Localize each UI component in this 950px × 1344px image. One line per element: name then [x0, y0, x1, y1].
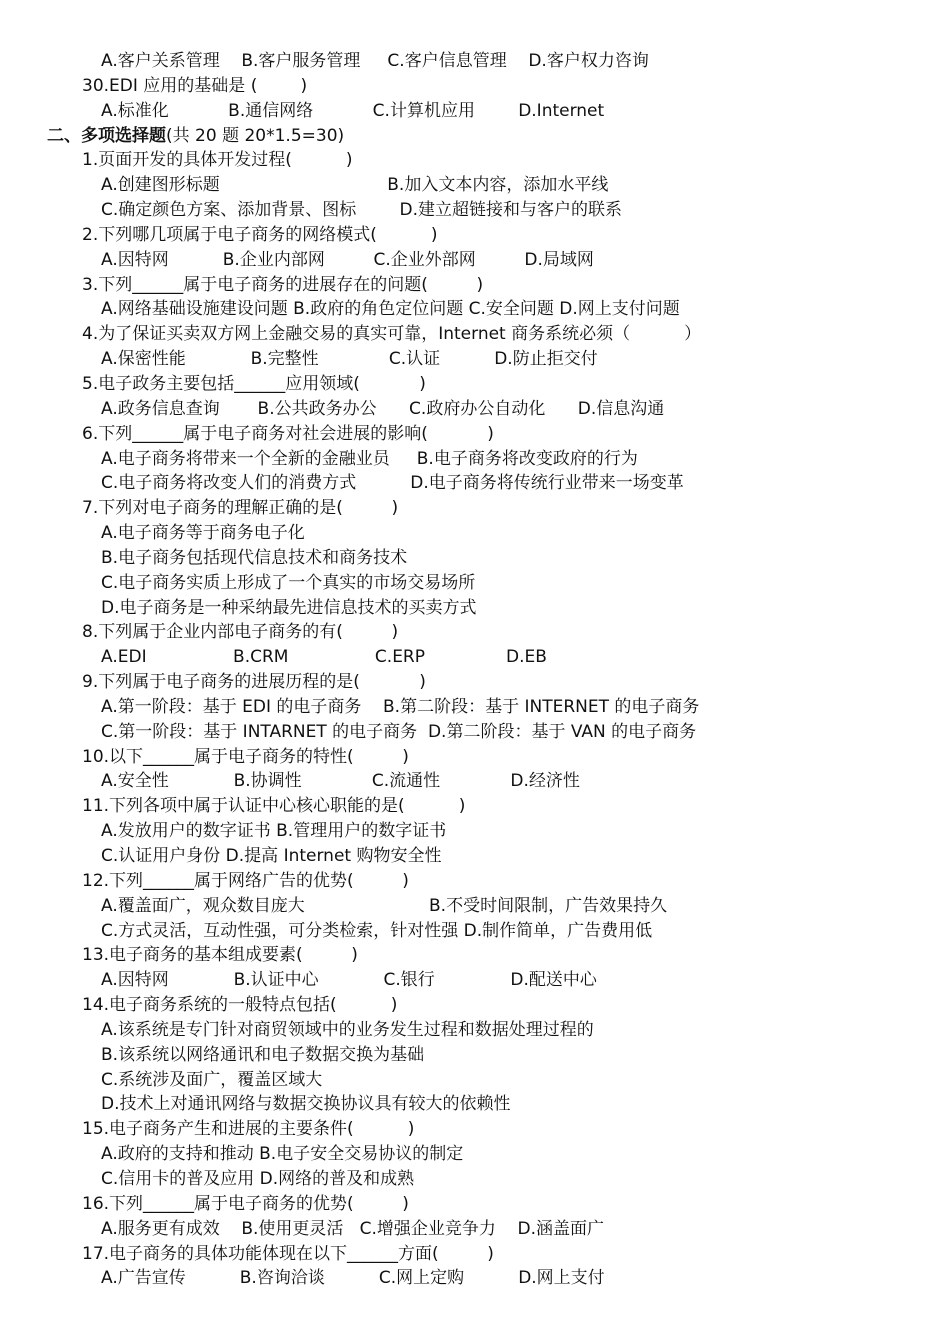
option-line [0, 1142, 950, 1167]
line-text: A.电子商务等于商务电子化 [101, 523, 305, 544]
question-line [0, 1192, 950, 1217]
line-text: 10.以下______属于电子商务的特性( ) [82, 746, 409, 767]
line-text: D.电子商务是一种采纳最先进信息技术的买卖方式 [101, 597, 477, 618]
option-line [0, 968, 950, 993]
line-text: 6.下列______属于电子商务对社会进展的影响( ) [82, 423, 494, 444]
section-heading [0, 124, 950, 149]
option-line [0, 596, 950, 621]
line-text: 14.电子商务系统的一般特点包括( ) [82, 995, 398, 1016]
line-text: 5.电子政务主要包括______应用领域( ) [82, 373, 426, 394]
question-line [0, 496, 950, 521]
option-line [0, 571, 950, 596]
option-line [0, 297, 950, 322]
question-line [0, 1117, 950, 1142]
line-text: A.第一阶段：基于 EDI 的电子商务 B.第二阶段：基于 INTERNET 的电子商务 [101, 696, 700, 717]
document-page [0, 49, 950, 1291]
line-text: 15.电子商务产生和进展的主要条件( ) [82, 1119, 415, 1140]
option-line [0, 1068, 950, 1093]
line-text: A.因特网 B.企业内部网 C.企业外部网 D.局域网 [101, 249, 594, 270]
line-text: A.标准化 B.通信网络 C.计算机应用 D.Internet [101, 100, 605, 121]
option-line [0, 1043, 950, 1068]
question-line [0, 422, 950, 447]
line-text: 11.下列各项中属于认证中心核心职能的是( ) [82, 796, 466, 817]
question-line [0, 943, 950, 968]
question-line [0, 372, 950, 397]
line-text: B.该系统以网络通讯和电子数据交换为基础 [101, 1044, 425, 1065]
line-text: 4.为了保证买卖双方网上金融交易的真实可靠，Internet 商务系统必须（ ） [82, 324, 702, 345]
option-line [0, 695, 950, 720]
line-text: 7.下列对电子商务的理解正确的是( ) [82, 498, 399, 519]
line-text: A.EDI B.CRM C.ERP D.EB [101, 647, 547, 668]
option-line [0, 347, 950, 372]
line-text: D.技术上对通讯网络与数据交换协议具有较大的依赖性 [101, 1094, 511, 1115]
line-text: A.因特网 B.认证中心 C.银行 D.配送中心 [101, 970, 597, 991]
question-line [0, 993, 950, 1018]
option-line [0, 49, 950, 74]
option-line [0, 471, 950, 496]
option-line [0, 546, 950, 571]
option-line [0, 1018, 950, 1043]
line-text: C.信用卡的普及应用 D.网络的普及和成熟 [101, 1168, 415, 1189]
option-line [0, 248, 950, 273]
line-text: (共 20 题 20*1.5=30) [166, 125, 345, 146]
line-text: C.认证用户身份 D.提高 Internet 购物安全性 [101, 846, 442, 866]
line-text: 30.EDI 应用的基础是 ( ) [82, 75, 308, 96]
line-text: C.电子商务将改变人们的消费方式 D.电子商务将传统行业带来一场变革 [101, 473, 684, 494]
line-text: A.覆盖面广，观众数目庞大 B.不受时间限制，广告效果持久 [101, 895, 668, 916]
line-text: 13.电子商务的基本组成要素( ) [82, 945, 358, 966]
line-text: A.安全性 B.协调性 C.流通性 D.经济性 [101, 771, 580, 792]
line-text: A.客户关系管理 B.客户服务管理 C.客户信息管理 D.客户权力咨询 [101, 51, 649, 71]
option-line [0, 819, 950, 844]
line-text: 17.电子商务的具体功能体现在以下______方面( ) [82, 1243, 494, 1264]
line-text: C.第一阶段：基于 INTARNET 的电子商务 D.第二阶段：基于 VAN 的电子商务 [101, 721, 697, 742]
option-line [0, 99, 950, 124]
line-text: 16.下列______属于电子商务的优势( ) [82, 1193, 409, 1214]
line-text: A.服务更有成效 B.使用更灵活 C.增强企业竞争力 D.涵盖面广 [101, 1218, 605, 1239]
option-line [0, 1217, 950, 1242]
line-text: A.电子商务将带来一个全新的金融业员 B.电子商务将改变政府的行为 [101, 448, 638, 469]
option-line [0, 198, 950, 223]
line-text: 9.下列属于电子商务的进展历程的是( ) [82, 672, 426, 693]
question-line [0, 223, 950, 248]
question-line [0, 1242, 950, 1267]
option-line [0, 720, 950, 745]
line-text: 3.下列______属于电子商务的进展存在的问题( ) [82, 274, 484, 295]
line-text: 12.下列______属于网络广告的优势( ) [82, 870, 409, 891]
question-line [0, 322, 950, 347]
option-line [0, 1092, 950, 1117]
line-text: A.广告宣传 B.咨询洽谈 C.网上定购 D.网上支付 [101, 1268, 605, 1289]
question-line [0, 620, 950, 645]
section-title: 二、多项选择题 [47, 125, 166, 146]
question-line [0, 869, 950, 894]
option-line [0, 1167, 950, 1192]
question-line [0, 745, 950, 770]
option-line [0, 894, 950, 919]
line-text: C.系统涉及面广，覆盖区域大 [101, 1069, 323, 1090]
option-line [0, 447, 950, 472]
line-text: A.该系统是专门针对商贸领域中的业务发生过程和数据处理过程的 [101, 1019, 594, 1040]
option-line [0, 521, 950, 546]
line-text: A.政府的支持和推动 B.电子安全交易协议的制定 [101, 1144, 464, 1165]
line-text: A.网络基础设施建设问题 B.政府的角色定位问题 C.安全问题 D.网上支付问题 [101, 299, 680, 320]
line-text: A.保密性能 B.完整性 C.认证 D.防止拒交付 [101, 349, 598, 370]
line-text: 1.页面开发的具体开发过程( ) [82, 150, 353, 171]
question-line [0, 670, 950, 695]
option-line [0, 397, 950, 422]
line-text: C.确定颜色方案、添加背景、图标 D.建立超链接和与客户的联系 [101, 200, 622, 221]
line-text: A.创建图形标题 B.加入文本内容，添加水平线 [101, 175, 609, 196]
question-line [0, 74, 950, 99]
option-line [0, 173, 950, 198]
option-line [0, 844, 950, 869]
option-line [0, 919, 950, 944]
line-text: C.方式灵活，互动性强，可分类检索，针对性强 D.制作简单，广告费用低 [101, 920, 653, 941]
line-text: 2.下列哪几项属于电子商务的网络模式( ) [82, 224, 438, 245]
option-line [0, 769, 950, 794]
question-line [0, 794, 950, 819]
line-text: 8.下列属于企业内部电子商务的有( ) [82, 622, 399, 643]
option-line [0, 1266, 950, 1291]
line-text: B.电子商务包括现代信息技术和商务技术 [101, 547, 408, 568]
question-line [0, 148, 950, 173]
line-text: A.发放用户的数字证书 B.管理用户的数字证书 [101, 821, 447, 842]
line-text: A.政务信息查询 B.公共政务办公 C.政府办公自动化 D.信息沟通 [101, 398, 665, 419]
option-line [0, 645, 950, 670]
question-line [0, 273, 950, 298]
line-text: C.电子商务实质上形成了一个真实的市场交易场所 [101, 572, 476, 593]
